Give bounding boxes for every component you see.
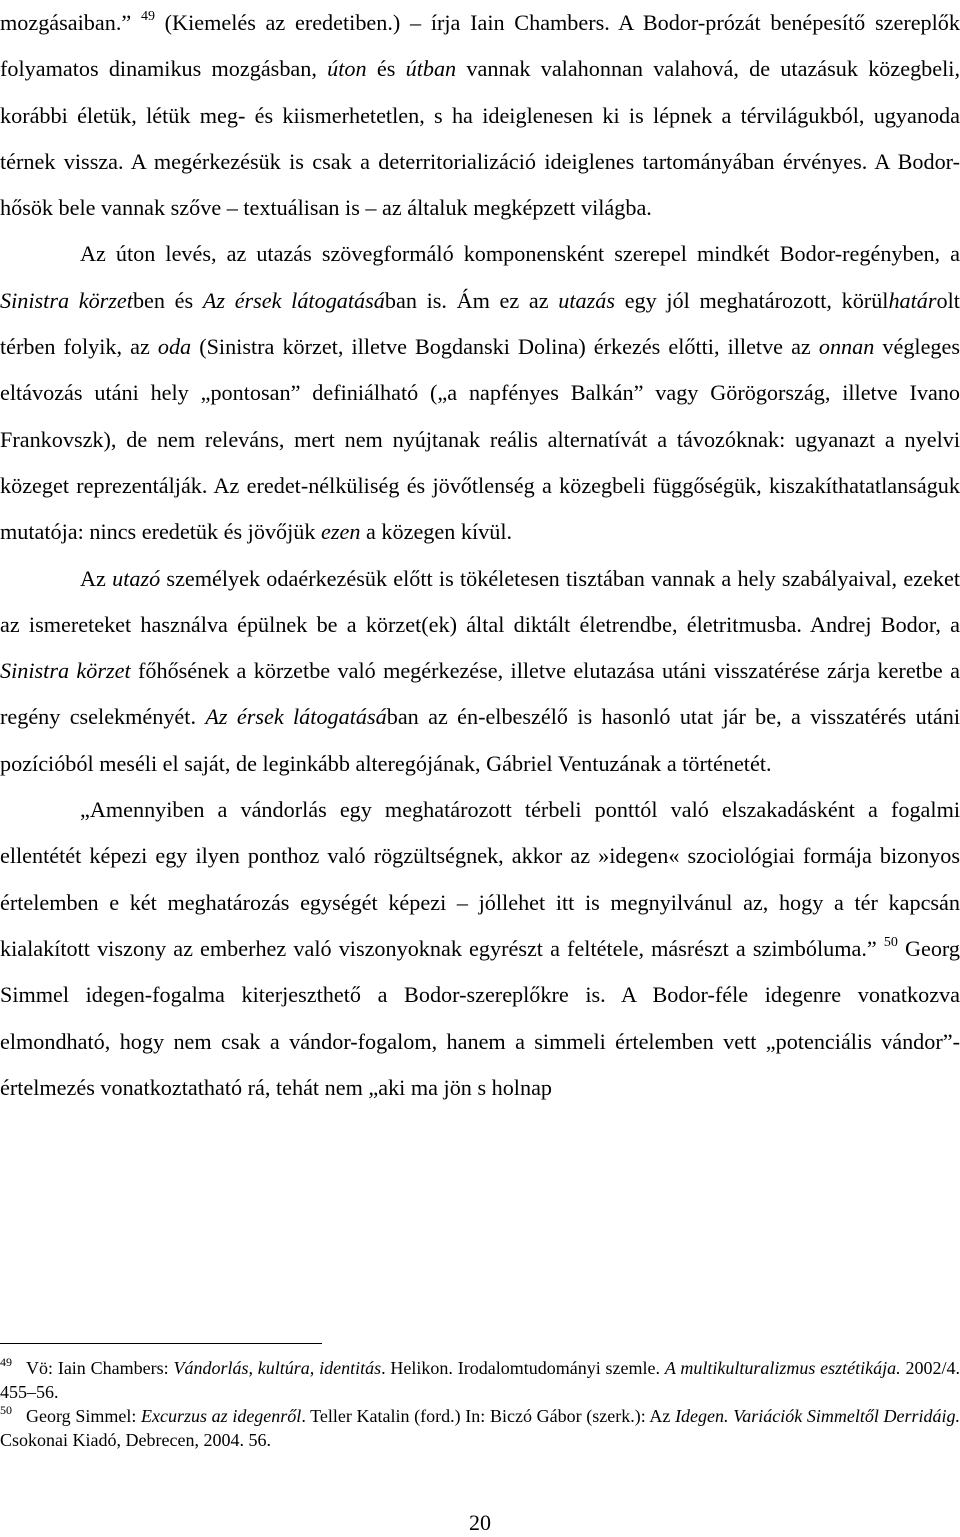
footnote-50 bbox=[0, 1404, 960, 1452]
text-run: Az úton levés, az utazás szövegformáló komponensként szerepel mindkét Bodor-regényben, a bbox=[80, 241, 960, 267]
footnote-separator bbox=[0, 1343, 322, 1344]
text-run: a közegen kívül. bbox=[360, 519, 513, 545]
paragraph-1 bbox=[0, 0, 960, 231]
footnote-number: 49 bbox=[0, 1355, 12, 1369]
text-run: Csokonai Kiadó, Debrecen, 2004. 56. bbox=[0, 1430, 271, 1450]
text-run: olt térben folyik, az bbox=[0, 287, 960, 360]
text-run: főhősének a körzetbe való megérkezése, illetve elutazása utáni visszatérése zárja keretbe a regény cselekményét. bbox=[0, 658, 960, 730]
emphasized-text: Az érsek látogatásá bbox=[205, 704, 387, 730]
text-run: Az bbox=[80, 565, 113, 591]
text-run: (Sinistra körzet, illetve Bogdanski Dolina) érkezés előtti, illetve az bbox=[191, 334, 819, 360]
emphasized-text: A multikulturalizmus esztétikája. bbox=[664, 1358, 901, 1378]
paragraph-4 bbox=[0, 787, 960, 1111]
text-run: Vö: Iain Chambers: bbox=[26, 1358, 174, 1378]
emphasized-text: ezen bbox=[321, 519, 361, 545]
emphasized-text: Excurzus az idegenről bbox=[141, 1406, 302, 1426]
emphasized-text: onnan bbox=[818, 334, 875, 360]
emphasized-text: Vándorlás, kultúra, identitás bbox=[173, 1358, 382, 1378]
text-run: ” bbox=[121, 10, 141, 35]
emphasized-text: Sinistra körzet bbox=[0, 287, 133, 313]
text-run: és bbox=[366, 56, 406, 82]
text-run: ben és bbox=[132, 287, 203, 313]
text-run: személyek odaérkezésük előtt is tökéletesen tisztában vannak a hely szabályaival, ezeket az ismereteket használva épülnek be a körzet(ek) által diktált életrendbe, életritmusba. Andrej Bodor, a bbox=[0, 565, 960, 637]
emphasized-text: oda bbox=[157, 334, 192, 360]
footnote-reference: 49 bbox=[140, 9, 155, 24]
emphasized-text: úton bbox=[327, 56, 367, 82]
emphasized-text: utazás bbox=[558, 287, 616, 313]
text-run: mozgásaiban. bbox=[0, 10, 122, 35]
emphasized-text: határ bbox=[888, 287, 937, 313]
text-run: 2002/4. 455–56. bbox=[0, 1358, 960, 1402]
paragraph-3 bbox=[0, 556, 960, 787]
emphasized-text: Az érsek látogatásá bbox=[202, 287, 385, 313]
text-run: (Kiemelés az eredetiben.) – írja Iain Chambers. A Bodor-prózát benépesítő szereplők folyamatos dinamikus mozgásban, bbox=[0, 10, 960, 82]
emphasized-text: Sinistra körzet bbox=[0, 658, 131, 684]
text-run: ban is. Ám ez az bbox=[384, 287, 559, 313]
text-run: . Helikon. Irodalomtudományi szemle. bbox=[381, 1358, 665, 1378]
footnote-reference: 50 bbox=[883, 934, 898, 950]
emphasized-text: utazó bbox=[112, 565, 161, 591]
footnote-number: 50 bbox=[0, 1403, 12, 1417]
text-run: Georg Simmel idegen-fogalma kiterjeszthető a Bodor-szereplőkre is. A Bodor-féle idegenre vonatkozva elmondható, hogy nem csak a vándor-fogalom, hanem a simmeli értelemben vett „potenciális vándor”-értelmezés vonatkoztatható rá, tehát nem „aki ma jön s holnap bbox=[0, 935, 960, 1100]
text-run: ” bbox=[866, 935, 884, 961]
text-run: vannak valahonnan valahová, de utazásuk közegbeli, korábbi életük, létük meg- és kiismerhetetlen, s ha ideiglenesen ki is lépnek a térvilágukból, ugyanoda térnek vissza. A megérkezésük is csak a deterritorializáció ideiglenes tartományában érvényes. A Bodor-hősök bele vannak szőve – textuálisan is – az általuk megképzett világba. bbox=[0, 56, 960, 221]
footnote-49 bbox=[0, 1356, 960, 1404]
text-run: Georg Simmel: bbox=[26, 1406, 141, 1426]
text-run: ban az én-elbeszélő is hasonló utat jár be, a visszatérés utáni pozícióból meséli el saját, de leginkább alteregójának, Gábriel Ventuzának a történetét. bbox=[0, 704, 960, 776]
text-run: végleges eltávozás utáni hely „pontosan” definiálható („a napfényes Balkán” vagy Görögország, illetve Ivano Frankovszk), de nem releváns, mert nem nyújtanak reális alternatívát a távozóknak: ugyanazt a nyelvi közeget reprezentálják. Az eredet-nélküliség és jövőtlenség a közegbeli függőségük, kiszakíthatatlanságuk mutatója: nincs eredetük és jövőjük bbox=[0, 334, 960, 545]
emphasized-text: Idegen. Variációk Simmeltől Derridáig. bbox=[675, 1406, 960, 1426]
emphasized-text: útban bbox=[405, 56, 457, 82]
footnotes bbox=[0, 1356, 960, 1452]
paragraph-2 bbox=[0, 231, 960, 555]
text-run: egy jól meghatározott, körül bbox=[615, 287, 889, 313]
page-number: 20 bbox=[469, 1510, 491, 1535]
text-run: „Amennyiben a vándorlás egy meghatározott térbeli ponttól való elszakadásként a fogalmi ellentétét képezi egy ilyen ponthoz való rögzültségnek, akkor az »idegen« szociológiai formája bizonyos értelemben e két meghatározás egységét képezi – jóllehet itt is megnyilvánul az, hogy a tér kapcsán kialakított viszony az emberhez való viszonyoknak egyrészt a feltétele, másrészt a szimbóluma. bbox=[0, 797, 960, 961]
text-run: . Teller Katalin (ford.) In: Biczó Gábor (szerk.): Az bbox=[301, 1406, 676, 1426]
